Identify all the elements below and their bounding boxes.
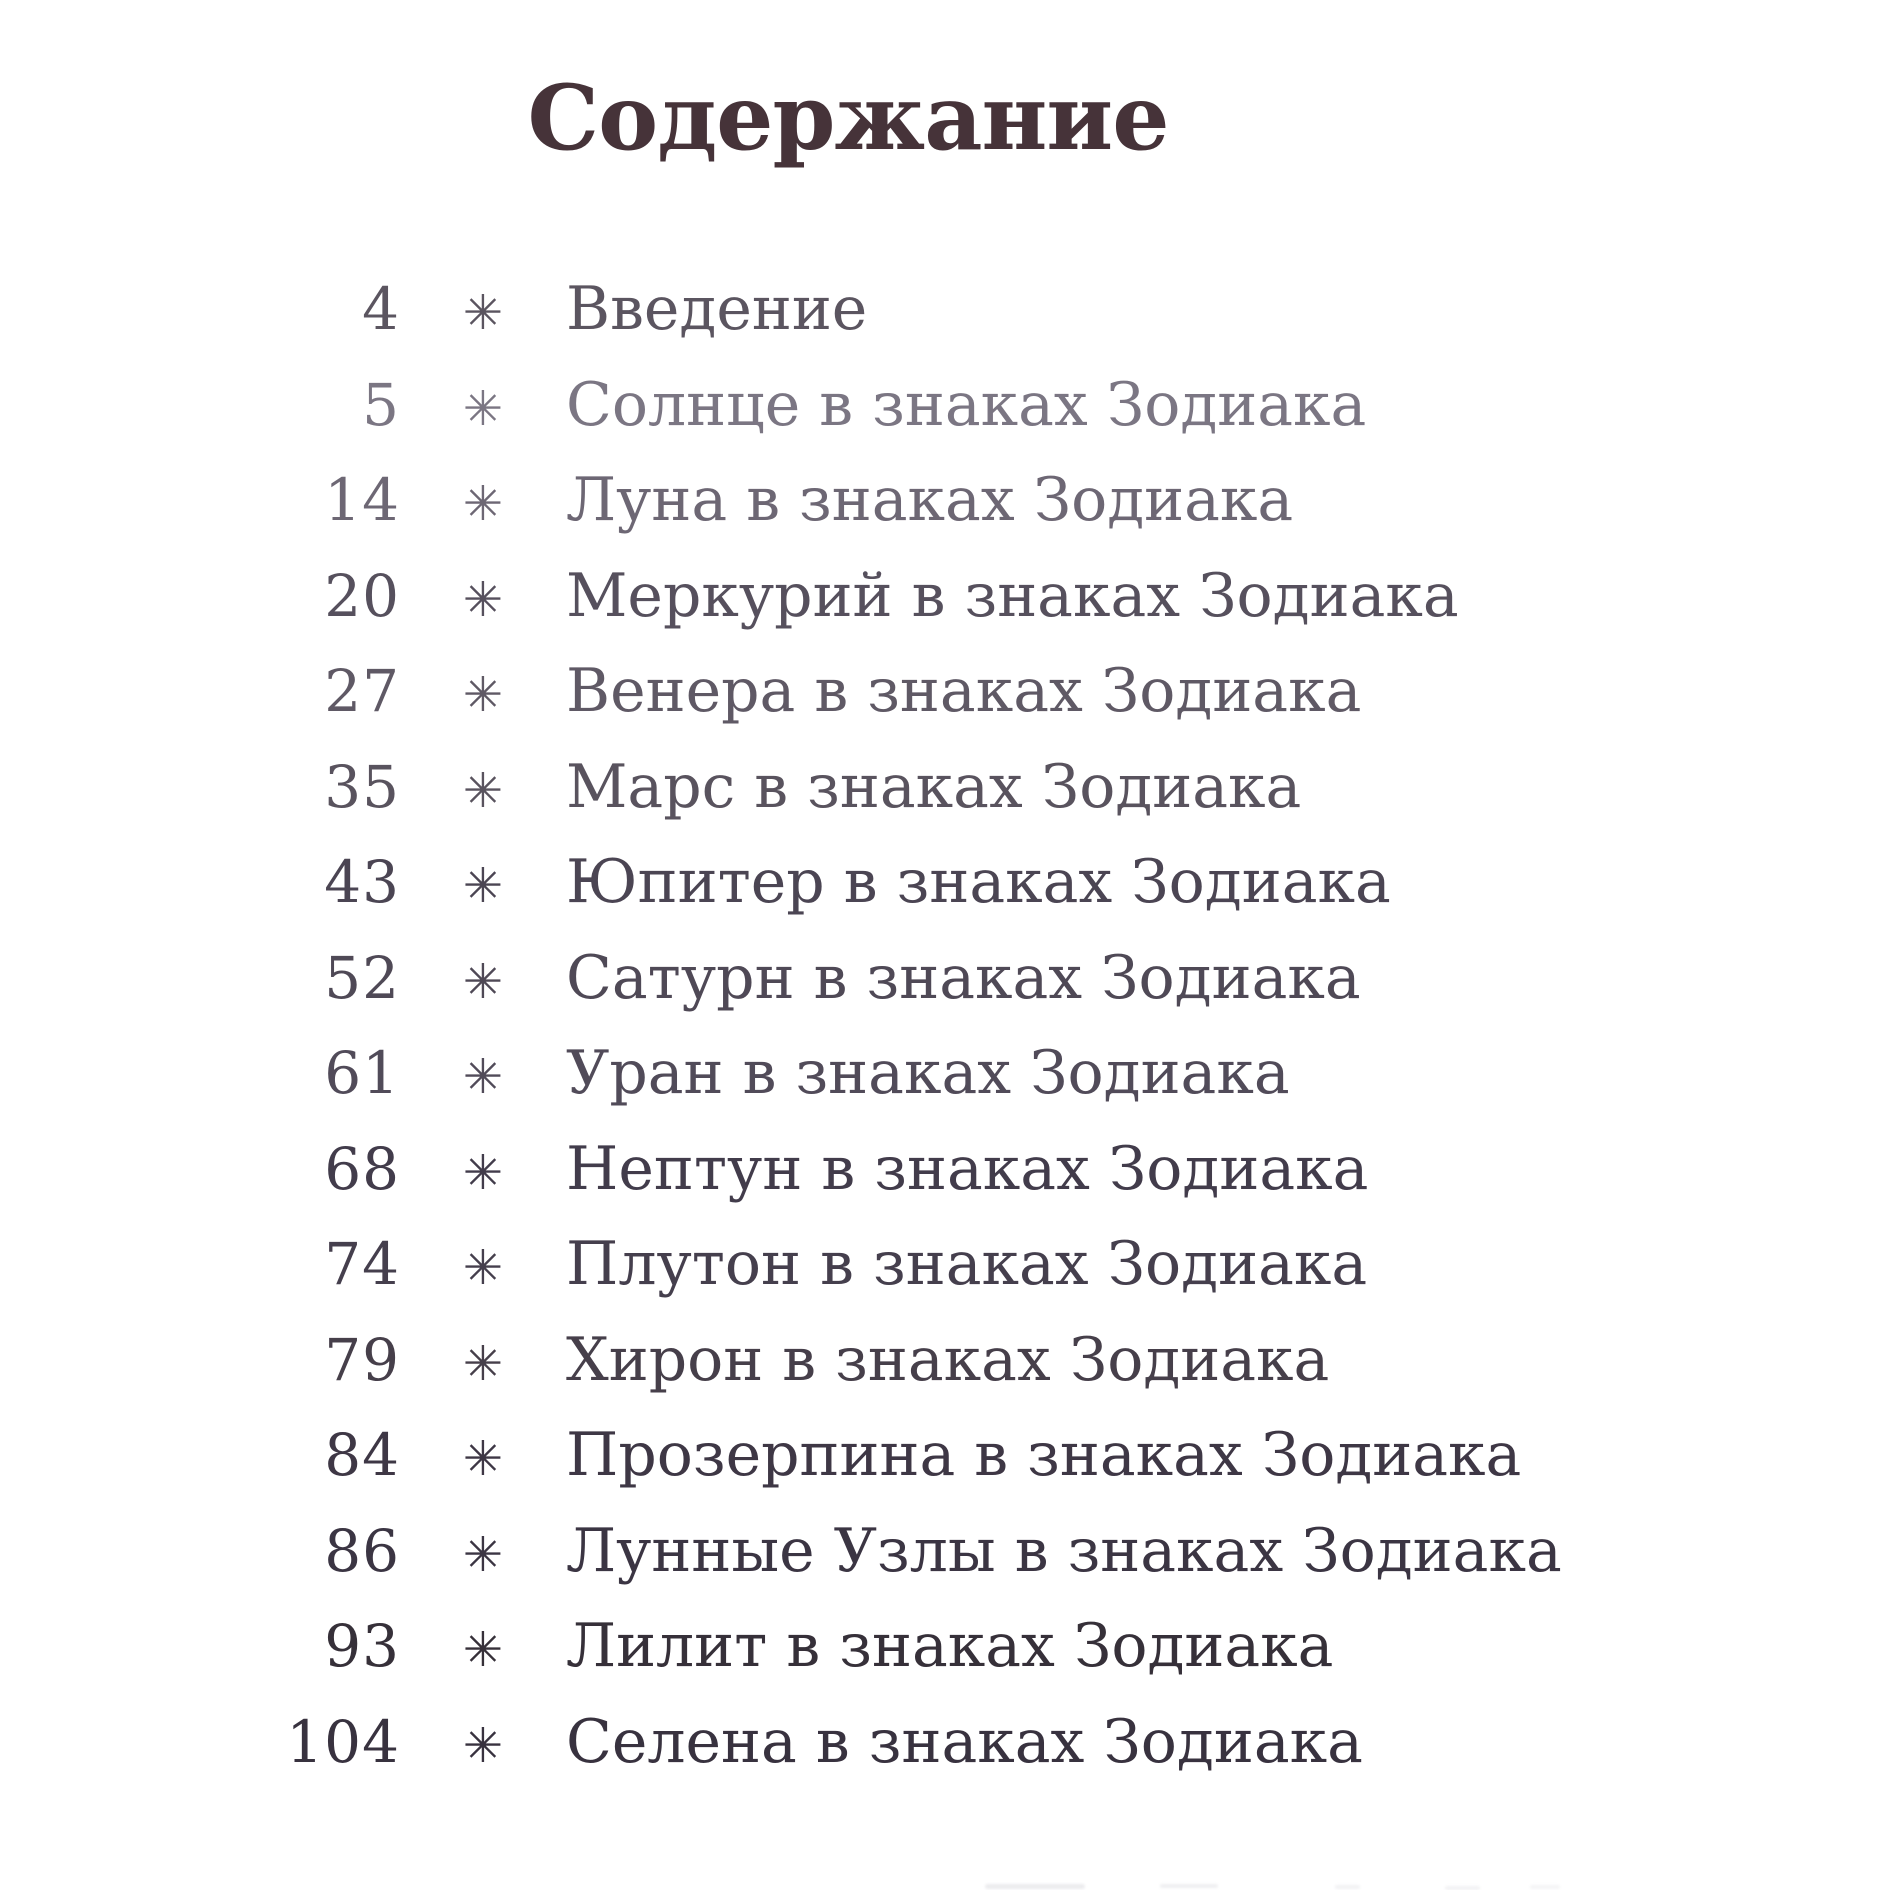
toc-page-number: 61 [324, 1039, 400, 1107]
toc-entry-title: Введение [566, 274, 868, 344]
toc-entry-title: Сатурн в знаках Зодиака [566, 942, 1361, 1013]
toc-entry-title: Меркурий в знаках Зодиака [566, 560, 1459, 631]
table-of-contents [0, 262, 1890, 1790]
asterisk-icon: ✳ [462, 762, 504, 819]
toc-entry-title: Лунные Узлы в знаках Зодиака [566, 1515, 1562, 1586]
asterisk-icon: ✳ [462, 476, 504, 532]
asterisk-icon: ✳ [462, 1622, 504, 1678]
toc-entry [0, 1695, 1890, 1791]
toc-page-number: 43 [324, 848, 400, 916]
toc-entry [0, 549, 1890, 645]
toc-entry-title: Лилит в знаках Зодиака [566, 1611, 1334, 1681]
toc-page-number: 20 [324, 561, 400, 630]
toc-entry [0, 1599, 1890, 1695]
toc-entry [0, 453, 1890, 549]
toc-entry-title: Венера в знаках Зодиака [566, 656, 1362, 726]
asterisk-icon: ✳ [462, 858, 504, 914]
toc-page-number: 52 [324, 943, 400, 1012]
scan-artifact [985, 1884, 1085, 1889]
asterisk-icon: ✳ [462, 1431, 504, 1487]
toc-entry [0, 1408, 1890, 1504]
toc-entry-title: Прозерпина в знаках Зодиака [566, 1420, 1522, 1490]
toc-page-number: 4 [362, 275, 400, 343]
toc-entry [0, 1122, 1890, 1218]
toc-page-number: 35 [324, 752, 400, 821]
toc-entry [0, 740, 1890, 836]
toc-page-number: 27 [324, 657, 400, 725]
toc-entry-title: Солнце в знаках Зодиака [566, 369, 1367, 440]
toc-entry [0, 262, 1890, 358]
toc-entry-title: Луна в знаках Зодиака [566, 465, 1294, 535]
scan-artifact [1160, 1884, 1218, 1888]
scan-artifact [1335, 1885, 1360, 1889]
toc-page-number: 79 [324, 1325, 400, 1394]
toc-entry-title: Хирон в знаках Зодиака [566, 1324, 1330, 1395]
asterisk-icon: ✳ [462, 953, 504, 1010]
toc-entry [0, 1217, 1890, 1313]
toc-page-number: 74 [324, 1230, 400, 1298]
toc-page-number: 68 [324, 1134, 400, 1203]
toc-page-number: 93 [324, 1612, 400, 1680]
scan-artifact [1530, 1885, 1560, 1889]
page-title: Содержание [527, 65, 1169, 171]
toc-entry [0, 1026, 1890, 1122]
toc-entry [0, 835, 1890, 931]
asterisk-icon: ✳ [462, 1240, 504, 1296]
asterisk-icon: ✳ [462, 1049, 504, 1105]
toc-entry [0, 931, 1890, 1027]
toc-entry-title: Юпитер в знаках Зодиака [566, 847, 1391, 917]
toc-page-number: 5 [362, 370, 400, 439]
asterisk-icon: ✳ [462, 285, 504, 341]
asterisk-icon: ✳ [462, 1144, 504, 1201]
toc-page-number: 14 [324, 466, 400, 534]
asterisk-icon: ✳ [462, 1717, 504, 1774]
asterisk-icon: ✳ [462, 380, 504, 437]
toc-entry-title: Уран в знаках Зодиака [566, 1038, 1290, 1108]
toc-entry-title: Нептун в знаках Зодиака [566, 1133, 1369, 1204]
toc-page-number: 84 [324, 1421, 400, 1489]
asterisk-icon: ✳ [462, 667, 504, 723]
toc-entry-title: Марс в знаках Зодиака [566, 751, 1302, 822]
scan-artifact [1445, 1886, 1480, 1890]
toc-entry [0, 644, 1890, 740]
toc-entry [0, 1313, 1890, 1409]
toc-page-number: 104 [286, 1707, 400, 1776]
toc-entry [0, 358, 1890, 454]
asterisk-icon: ✳ [462, 1335, 504, 1392]
toc-entry-title: Селена в знаках Зодиака [566, 1706, 1363, 1777]
asterisk-icon: ✳ [462, 1526, 504, 1583]
toc-page-number: 86 [324, 1516, 400, 1585]
asterisk-icon: ✳ [462, 571, 504, 628]
toc-entry [0, 1504, 1890, 1600]
toc-entry-title: Плутон в знаках Зодиака [566, 1229, 1368, 1299]
